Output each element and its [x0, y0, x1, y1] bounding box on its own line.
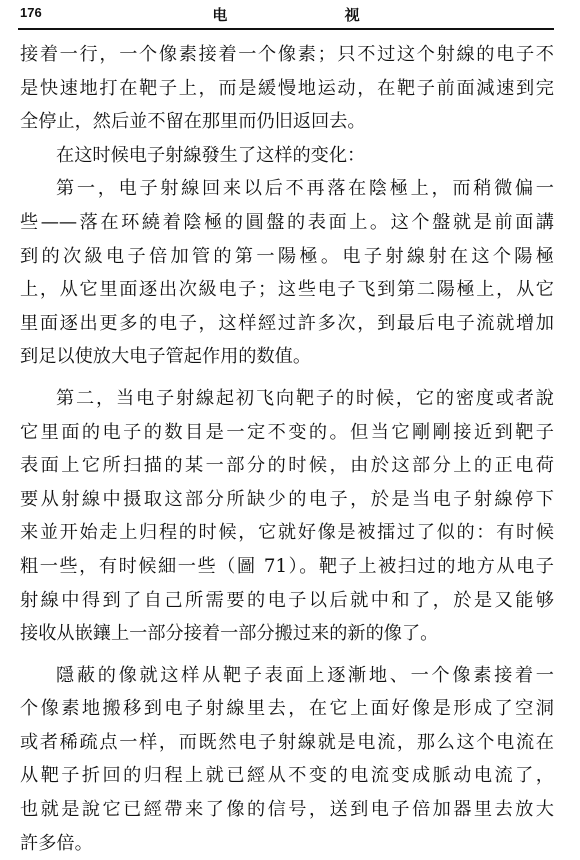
- running-title: 电 视: [212, 6, 416, 24]
- text-line: 来並开始走上归程的时候，它就好像是被擂过了似的：有时候: [20, 522, 554, 544]
- body-text: [20, 38, 554, 860]
- text-line: 第一，电子射線回来以后不再落在陰極上，而稍微偏一: [56, 178, 554, 200]
- paragraph: [20, 38, 554, 139]
- text-line: 到足以使放大电子管起作用的数值。: [20, 346, 312, 368]
- paragraph: [20, 172, 554, 374]
- text-line: 接着一行，一个像素接着一个像素；只不过这个射線的电子不: [20, 44, 554, 65]
- text-line: 从靶子折回的归程上就已經从不变的电流变成脈动电流了，: [20, 765, 554, 787]
- text-line: 些——落在环繞着陰極的圓盤的表面上。这个盤就是前面講: [20, 211, 554, 233]
- text-line: 表面上它所扫描的某一部分的时候，由於这部分上的正电荷: [20, 455, 554, 477]
- text-line: 个像素地搬移到电子射線里去，在它上面好像是形成了空洞: [20, 698, 554, 720]
- text-line: 第二，当电子射線起初飞向靶子的时候，它的密度或者說: [56, 387, 554, 409]
- text-line: 或者稀疏点一样，而既然电子射線就是电流，那么这个电流在: [20, 731, 554, 753]
- text-line: 隱蔽的像就这样从靶子表面上逐漸地、一个像素接着一: [56, 664, 554, 686]
- text-line: 它里面的电子的数目是一定不变的。但当它剛剛接近到靶子: [20, 421, 554, 443]
- paragraph: [20, 659, 554, 860]
- text-line: 也就是說它已經帶来了像的信号，送到电子倍加器里去放大: [20, 799, 554, 821]
- page-number: 176: [20, 5, 42, 20]
- paragraph: [20, 382, 554, 651]
- text-line: 射線中得到了自己所需要的电子以后就中和了，於是又能够: [20, 589, 554, 611]
- text-line: 是快速地打在靶子上，而是緩慢地运动，在靶子前面減速到完: [20, 77, 554, 99]
- text-line: 里面逐出更多的电子，这样經过許多次，到最后电子流就增加: [20, 312, 554, 334]
- text-line: 接收从嵌鑲上一部分接着一部分搬过来的新的像了。: [20, 623, 439, 645]
- text-line: 許多倍。: [20, 832, 93, 854]
- paragraph: [20, 139, 554, 173]
- text-line: 在这时候电子射線發生了这样的变化：: [56, 144, 366, 166]
- text-line: 上，从它里面逐出次級电子；这些电子飞到第二陽極上，从它: [20, 279, 554, 301]
- text-line: 全停止，然后並不留在那里而仍旧返回去。: [20, 111, 366, 133]
- text-line: 到的次級电子倍加管的第一陽極。电子射線射在这个陽極: [20, 245, 554, 267]
- text-line: 粗一些，有时候細一些（圖 71）。靶子上被扫过的地方从电子: [20, 555, 554, 577]
- text-line: 要从射線中摄取这部分所缺少的电子，於是当电子射線停下: [20, 488, 554, 510]
- running-header: [18, 2, 554, 30]
